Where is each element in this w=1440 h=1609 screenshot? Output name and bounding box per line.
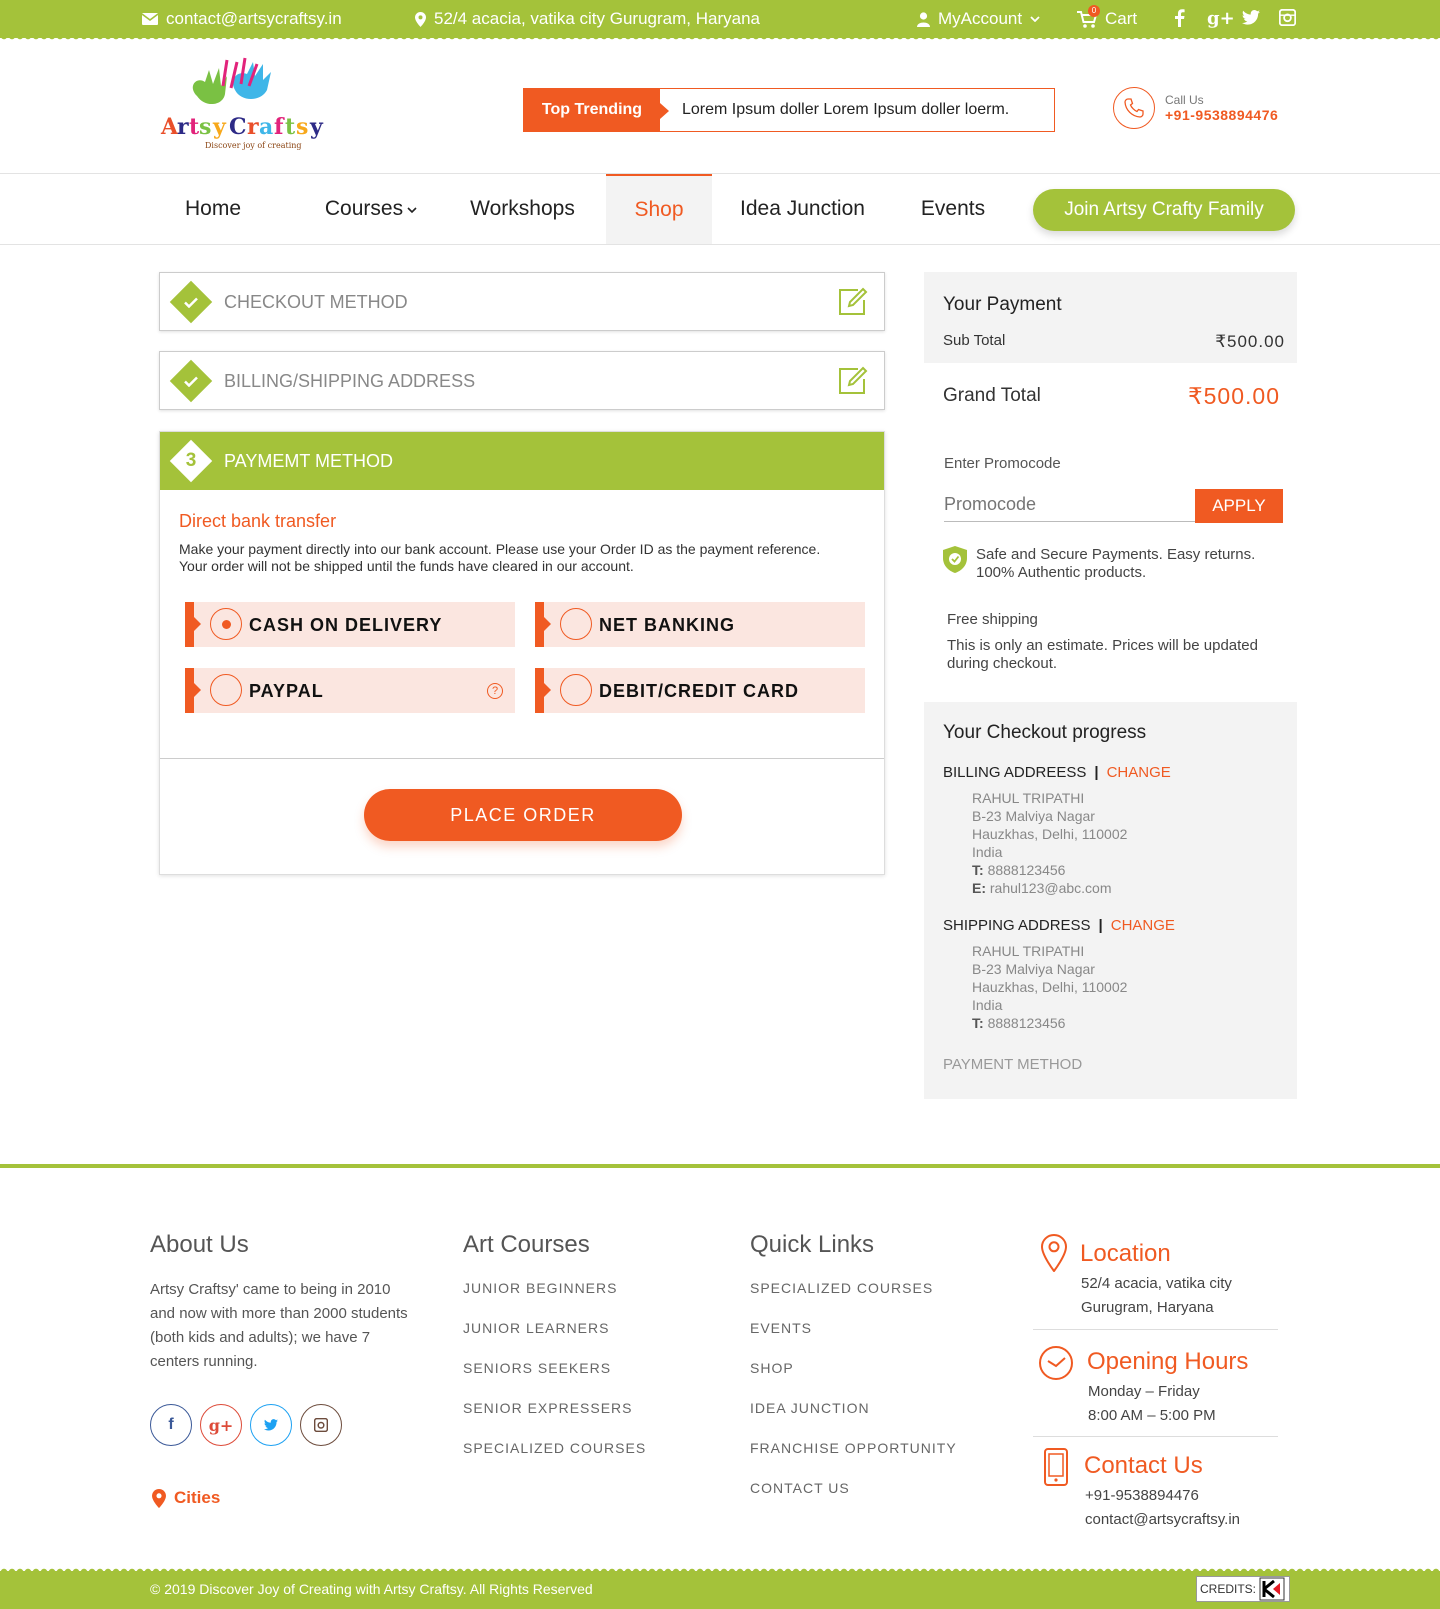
subtotal-label: Sub Total [943,332,1006,349]
help-icon[interactable]: ? [487,683,503,699]
payment-option-label: NET BANKING [599,615,735,635]
promo-input[interactable] [944,488,1196,522]
footer-courses-title: Art Courses [463,1231,590,1258]
nav-item-idea-junction[interactable]: Idea Junction [740,197,865,220]
payment-option-cod[interactable] [185,602,515,647]
secure-payments-note [943,546,1281,582]
separator: | [1098,917,1103,934]
svg-text:C: C [229,114,247,140]
address-email [972,879,1127,897]
nav-item-shop[interactable]: Shop [606,174,712,244]
address-city: Hauzkhas, Delhi, 110002 [972,826,1128,842]
billing-address-block [972,789,1127,897]
top-trending-text: Lorem Ipsum doller Lorem Ipsum doller loerm. [682,101,1010,118]
svg-text:t: t [285,114,296,140]
my-account-label: MyAccount [938,9,1023,28]
cities-label: Cities [174,1488,221,1507]
address-street: B-23 Malviya Nagar [972,808,1095,824]
payment-option-net-banking[interactable] [535,602,865,647]
nav-item-courses-label: Courses [324,197,404,220]
chevron-down-icon [407,207,417,214]
estimate-note: This is only an estimate. Prices will be updated during checkout. [947,637,1258,672]
edit-icon[interactable] [836,365,868,402]
footer-contact-email[interactable]: contact@artsycraftsy.in [1085,1511,1240,1528]
google-plus-icon[interactable]: g+ [1207,8,1235,29]
address-phone [972,1014,1127,1032]
email-value: rahul123@abc.com [989,880,1112,896]
svg-text:y: y [310,114,323,140]
checkout-step-payment [159,431,885,875]
join-family-button[interactable]: Join Artsy Crafty Family [1033,189,1295,231]
nav-item-workshops[interactable]: Workshops [470,197,575,220]
call-us-label: Call Us [1165,93,1204,107]
svg-text:r: r [177,114,189,140]
radio-unselected[interactable] [560,674,592,706]
email-label: E: [972,880,986,896]
apply-promo-button[interactable]: APPLY [1195,489,1283,523]
payment-option-label: PAYPAL [249,681,324,701]
your-payment-panel [924,272,1297,363]
footer-twitter-icon[interactable] [250,1404,292,1446]
footer-course-link[interactable]: JUNIOR LEARNERS [463,1320,610,1336]
footer-course-link[interactable]: SENIOR EXPRESSERS [463,1400,633,1416]
svg-text:s: s [199,114,212,140]
step-label-payment: PAYMEMT METHOD [224,451,394,471]
billing-address-heading [943,764,1171,781]
payment-method-progress: PAYMENT METHOD [943,1056,1083,1073]
footer-course-link[interactable]: SENIORS SEEKERS [463,1360,612,1376]
address-name: RAHUL TRIPATHI [972,943,1085,959]
svg-text:r: r [247,114,259,140]
credits-label: CREDITS: [1200,1582,1257,1596]
footer-quick-link[interactable]: FRANCHISE OPPORTUNITY [750,1440,957,1456]
footer-course-link[interactable]: JUNIOR BEGINNERS [463,1280,618,1296]
cart-label: Cart [1105,9,1138,28]
footer-quick-link[interactable]: SHOP [750,1360,794,1376]
svg-text:t: t [189,114,200,140]
svg-text:s: s [296,114,309,140]
map-pin-icon [415,12,426,27]
footer-top-border [0,1164,1440,1168]
phone-icon [1113,87,1155,129]
credits-badge[interactable] [1196,1576,1290,1602]
address-country: India [972,844,1003,860]
footer-contact-title: Contact Us [1084,1452,1203,1479]
footer-facebook-icon[interactable]: f [150,1404,192,1446]
topbar-email-text: contact@artsycraftsy.in [166,9,342,28]
phone-label: T: [972,1015,984,1031]
footer-quick-link[interactable]: SPECIALIZED COURSES [750,1280,934,1296]
instagram-icon[interactable] [1279,9,1296,31]
cart-icon [1077,6,1097,28]
footer-quick-link[interactable]: CONTACT US [750,1480,850,1496]
twitter-icon[interactable] [1242,10,1260,30]
payment-option-label: CASH ON DELIVERY [249,615,443,635]
footer-google-plus-icon[interactable]: g+ [200,1404,242,1446]
copyright-text: © 2019 Discover Joy of Creating with Artsy Craftsy. All Rights Reserved [150,1581,593,1597]
change-billing-link[interactable]: CHANGE [1106,764,1171,781]
call-us-number: +91-9538894476 [1165,107,1279,123]
cities-link[interactable] [152,1488,220,1508]
radio-unselected[interactable] [210,674,242,706]
footer-quick-link[interactable]: EVENTS [750,1320,813,1336]
footer-course-link[interactable]: SPECIALIZED COURSES [463,1440,647,1456]
footer-hours-title: Opening Hours [1087,1348,1249,1375]
user-icon [917,12,930,27]
billing-address-label: BILLING ADDREESS [943,764,1087,781]
phone-value: 8888123456 [987,1015,1066,1031]
bottombar-scallop-edge [0,1566,1440,1572]
payment-option-card[interactable] [535,668,865,713]
subtotal-value: ₹500.00 [1215,332,1285,351]
bottom-bar [0,1571,1440,1609]
cart-count-badge: 0 [1088,5,1100,17]
footer-about-text: Artsy Craftsy' came to being in 2010 and now with more than 2000 students (both kids and adults); we have 7 centers running. [150,1281,408,1370]
svg-text:f: f [274,114,284,140]
footer-quick-link[interactable]: IDEA JUNCTION [750,1400,870,1416]
topbar-address-text: 52/4 acacia, vatika city Gurugram, Haryana [434,9,760,28]
top-trending-label: Top Trending [524,89,660,131]
grand-total-label: Grand Total [943,385,1041,406]
site-logo[interactable] [157,56,337,156]
place-order-button[interactable]: PLACE ORDER [364,789,682,841]
edit-icon[interactable] [836,286,868,323]
grand-total-value: ₹500.00 [1188,383,1280,409]
address-country: India [972,997,1003,1013]
facebook-icon[interactable] [1174,9,1185,32]
cart-link[interactable] [1077,6,1138,29]
free-shipping-label: Free shipping [947,611,1038,628]
secure-payments-text: Safe and Secure Payments. Easy returns. 100% Authentic products. [976,546,1256,581]
payment-option-paypal[interactable] [185,668,515,713]
svg-text:A: A [161,114,178,140]
shipping-address-heading [943,917,1175,934]
footer-location-line: Gurugram, Haryana [1081,1299,1214,1316]
topbar-email[interactable] [142,9,342,29]
top-trending-ticker[interactable] [523,88,1055,132]
mobile-phone-icon [1044,1448,1068,1486]
map-pin-icon [152,1489,166,1508]
separator: | [1094,764,1099,781]
check-icon [180,291,202,313]
payment-step-header[interactable] [160,432,884,490]
shipping-address-block [972,942,1127,1032]
shipping-address-label: SHIPPING ADDRESS [943,917,1091,934]
bank-transfer-description: Make your payment directly into our bank account. Please use your Order ID as the payment reference. Your order will not be shipped until the funds have cleared in our account. [179,541,821,574]
call-us[interactable] [1113,87,1278,129]
credits-logo-icon [1259,1577,1285,1601]
footer-links-title: Quick Links [750,1231,875,1258]
bank-transfer-title: Direct bank transfer [179,511,337,531]
checkout-progress-title: Your Checkout progress [943,722,1147,743]
phone-value: 8888123456 [987,862,1066,878]
step-label-billing: BILLING/SHIPPING ADDRESS [224,371,476,391]
footer-location-title: Location [1080,1240,1171,1267]
svg-text:y: y [213,114,226,140]
footer-instagram-icon[interactable] [300,1404,342,1446]
clock-icon [1038,1345,1074,1381]
radio-selected[interactable] [210,608,242,640]
check-icon [180,370,202,392]
payment-option-label: DEBIT/CREDIT CARD [599,681,799,701]
phone-label: T: [972,862,984,878]
address-city: Hauzkhas, Delhi, 110002 [972,979,1128,995]
topbar-address [415,9,760,29]
checkout-progress-panel [924,702,1297,1099]
change-shipping-link[interactable]: CHANGE [1110,917,1175,934]
svg-text:Discover joy of creating: Discover joy of creating [205,141,302,150]
divider [1033,1436,1278,1437]
footer-hours-line: 8:00 AM – 5:00 PM [1088,1407,1216,1424]
step-label-checkout-method: CHECKOUT METHOD [224,292,408,312]
address-name: RAHUL TRIPATHI [972,790,1085,806]
top-bar [0,0,1440,38]
nav-item-events[interactable]: Events [920,197,986,220]
header [0,42,1440,174]
footer-about-title: About Us [150,1231,249,1258]
step-number: 3 [185,450,197,471]
nav-item-courses[interactable] [306,174,436,244]
footer-hours-line: Monday – Friday [1088,1383,1200,1400]
divider [160,758,884,759]
your-payment-title: Your Payment [943,294,1062,315]
promo-label: Enter Promocode [944,455,1061,472]
address-street: B-23 Malviya Nagar [972,961,1095,977]
chevron-down-icon [1030,16,1040,22]
nav-item-home[interactable]: Home [184,197,242,220]
address-phone [972,861,1127,879]
checkout-step-billing[interactable] [159,351,885,410]
my-account-dropdown[interactable] [917,9,1040,29]
envelope-icon [142,13,158,25]
radio-unselected[interactable] [560,608,592,640]
footer-contact-phone[interactable]: +91-9538894476 [1085,1487,1199,1504]
divider [1033,1329,1278,1330]
checkout-step-method[interactable] [159,272,885,331]
main-nav [0,174,1440,245]
svg-text:a: a [259,114,274,140]
footer-location-line: 52/4 acacia, vatika city [1081,1275,1232,1292]
location-pin-icon [1041,1234,1067,1272]
shield-check-icon [943,546,967,573]
